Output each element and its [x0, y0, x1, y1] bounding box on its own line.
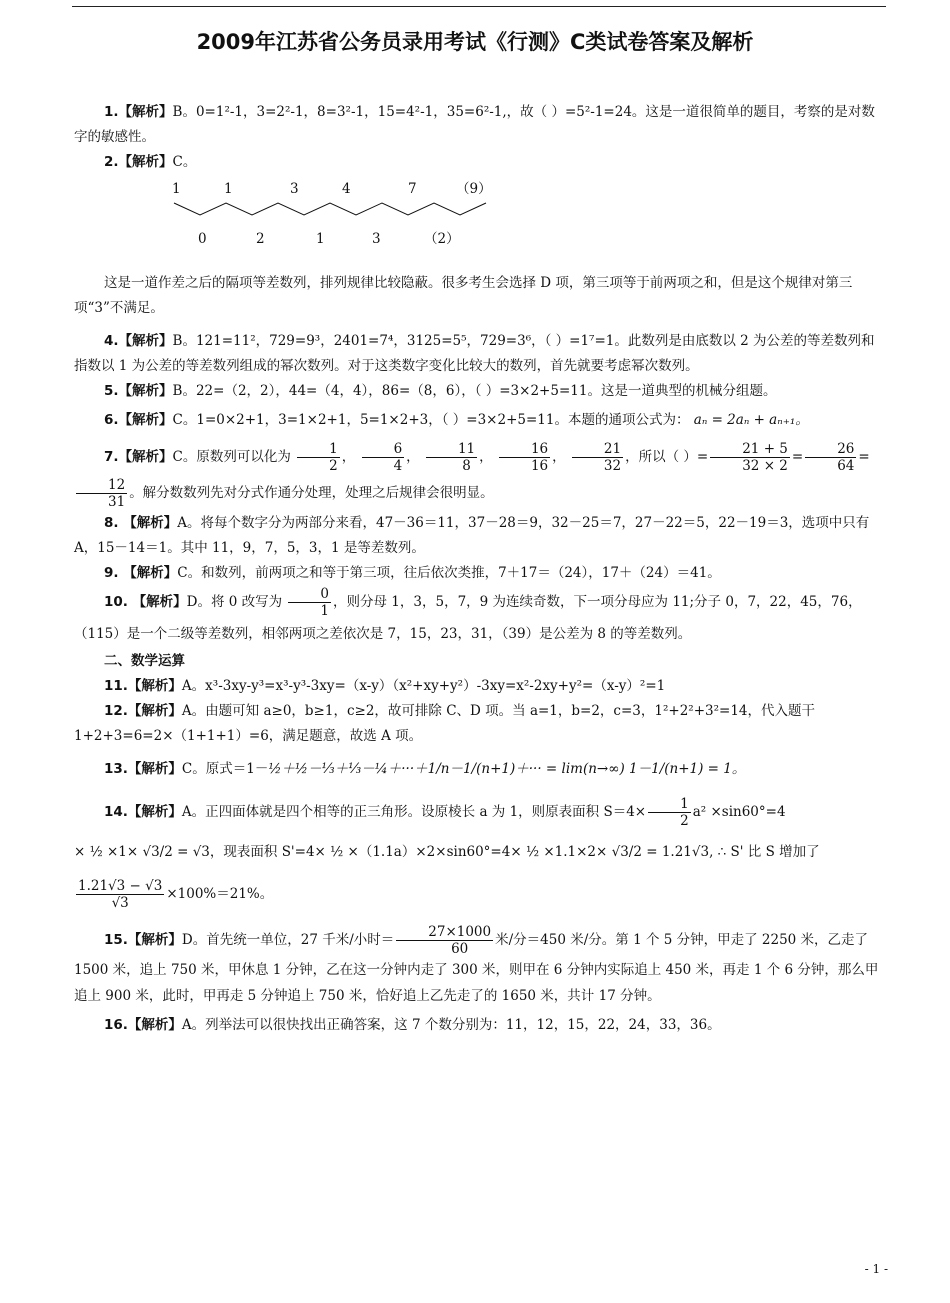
fraction: $\frac{26}{64}$ [805, 441, 856, 474]
fraction: $\frac{27\times 1000}{60}$ [396, 924, 493, 957]
seq-top-3: 3 [290, 181, 299, 197]
seq-top-1: 1 [172, 181, 181, 197]
fraction: $\frac{21 + 5}{32 \times 2}$ [710, 441, 790, 474]
answer-7: 7.【解析】C。原数列可以化为 $\frac{1}{2}$ ， $\frac{6}{4}$ ， $\frac{11}{8}$ ， $\frac{16}{16}$ ， $\frac{21}{32}$ ，所以（ ）= $\frac{21 + 5}{32 \times 2}$ = $\frac{26}{64}$ = $\frac{12}{31}$ 。解分数数列先对分式作通分处理，处理之后规律会很明显。 [74, 439, 888, 511]
answer-2: 2.【解析】C。 [104, 154, 197, 170]
answer-14-line3: $\frac{1.21√3 - √3}{√3}$ ×100%＝21%。 [78, 878, 274, 911]
general-term-formula: aₙ = 2aₙ + aₙ₊₁。 [693, 412, 809, 428]
fraction: $\frac{12}{31}$ [76, 477, 127, 510]
answer-11: 11.【解析】A。x³-3xy-y³=x³-y³-3xy=（x-y）（x²+xy+y²）-3xy=x²-2xy+y²=（x-y）²=1 [104, 678, 666, 694]
seq-top-4: 4 [342, 181, 351, 197]
answer-10: 10. 【解析】D。将 0 改写为 $\frac{0}{1}$ ，则分母 1，3，5，7，9 为连续奇数，下一项分母应为 11;分子 0，7，22，45，76，（115）是一个二级等差数列，相邻两项之差依次是 7，15，23，31，（39）是公差为 8 的等差数列。 [74, 586, 862, 642]
answer-2-explanation: 这是一道作差之后的隔项等差数列，排列规律比较隐蔽。很多考生会选择 D 项，第三项等于前两项之和，但是这个规律对第三项“3”不满足。 [74, 275, 853, 316]
answer-1: 1.【解析】B。0=1²-1，3=2²-1，8=3²-1，15=4²-1，35=6²-1,，故（ ）=5²-1=24。这是一道很简单的题目，考察的是对数字的敏感性。 [74, 104, 875, 145]
seq-bottom-1: 0 [198, 231, 207, 247]
page-number: - 1 - [864, 1262, 888, 1276]
answer-4: 4.【解析】B。121=11²，729=9³，2401=7⁴，3125=5⁵，729=3⁶，（ ）=1⁷=1。此数列是由底数以 2 为公差的等差数列和指数以 1 为公差的等差数列组成的幂次数列。对于这类数字变化比较大的数列，首先就要考虑幂次数列。 [74, 333, 875, 374]
fraction: $\frac{1.21√3 - √3}{√3}$ [78, 878, 163, 911]
header-rule [72, 6, 886, 7]
section-heading-math: 二、数学运算 [104, 653, 185, 669]
page-title: 2009年江苏省公务员录用考试《行测》C类试卷答案及解析 [196, 30, 754, 54]
fraction: $\frac{1}{2}$ [648, 796, 691, 829]
answer-5: 5.【解析】B。22=（2，2），44=（4，4），86=（8，6），（ ）=3×2+5=11。这是一道典型的机械分组题。 [104, 383, 777, 399]
seq-top-2: 1 [224, 181, 233, 197]
answer-12: 12.【解析】A。由题可知 a≥0，b≥1，c≥2，故可排除 C、D 项。当 a=1，b=2，c=3，1²+2²+3²=14，代入题干 1+2+3=6=2×（1+1+1）=6，满足题意，故选 A 项。 [74, 703, 816, 744]
fraction: $\frac{0}{1}$ [288, 586, 331, 619]
answer-15: 15.【解析】D。首先统一单位，27 千米/小时＝ $\frac{27\times 1000}{60}$ 米/分＝450 米/分。第 1 个 5 分钟，甲走了 2250 米，乙走了 1500 米，追上 750 米，甲休息 1 分钟，乙在这一分钟内走了 300 米，则甲在 6 分钟内实际追上 450 米，再走 1 个 6 分钟，那么甲追上 900 米，此时，甲再走 5 分钟追上 750 米，恰好追上乙先走了的 1650 米，共计 17 分钟。 [74, 924, 879, 1004]
answer-6: 6.【解析】C。1=0×2+1，3=1×2+1，5=1×2+3，（ ）=3×2+5=11。本题的通项公式为： aₙ = 2aₙ + aₙ₊₁。 [104, 412, 809, 428]
seq-bottom-3: 1 [316, 231, 325, 247]
seq-bottom-4: 3 [372, 231, 381, 247]
seq-bottom-5: （2） [424, 231, 460, 247]
fraction: $\frac{6}{4}$ [362, 441, 405, 474]
seq-top-5: 7 [408, 181, 417, 197]
seq-top-6: （9） [456, 181, 492, 197]
answer-14-line2: × ½ ×1× √3/2 = √3，现表面积 S'=4× ½ ×（1.1a）×2×sin60°=4× ½ ×1.1×2× √3/2 = 1.21√3, ∴ S' 比 S 增加了 [74, 844, 820, 860]
answer-14: 14.【解析】A。正四面体就是四个相等的正三角形。设原棱长 a 为 1，则原表面积 S＝4× $\frac{1}{2}$ a² ×sin60°=4 [104, 796, 786, 829]
seq-bottom-2: 2 [256, 231, 265, 247]
answer-16: 16.【解析】A。列举法可以很快找出正确答案，这 7 个数分别为：11，12，15，22，24，33，36。 [104, 1017, 721, 1033]
fraction: $\frac{16}{16}$ [499, 441, 550, 474]
answer-8: 8. 【解析】A。将每个数字分为两部分来看，47－36＝11，37－28＝9，32－25＝7，27－22＝5，22－19＝3，选项中只有 A，15－14＝1。其中 11，9，7，5，3，1 是等差数列。 [74, 515, 870, 556]
answer-13: 13.【解析】C。原式＝1－½＋½－⅓＋⅓－¼＋···＋1/n－1/(n+1)＋··· = lim(n→∞) 1－1/(n+1) = 1。 [104, 761, 746, 777]
fraction: $\frac{21}{32}$ [572, 441, 623, 474]
difference-sequence-diagram [74, 177, 888, 265]
fraction: $\frac{1}{2}$ [297, 441, 340, 474]
answer-9: 9. 【解析】C。和数列，前两项之和等于第三项，往后依次类推，7＋17＝（24），17＋（24）＝41。 [104, 565, 721, 581]
document-body [74, 100, 888, 1038]
series-expression: ½＋½－⅓＋⅓－¼＋···＋1/n－1/(n+1)＋··· = lim(n→∞) 1－1/(n+1) = 1。 [268, 761, 746, 777]
fraction: $\frac{11}{8}$ [426, 441, 477, 474]
